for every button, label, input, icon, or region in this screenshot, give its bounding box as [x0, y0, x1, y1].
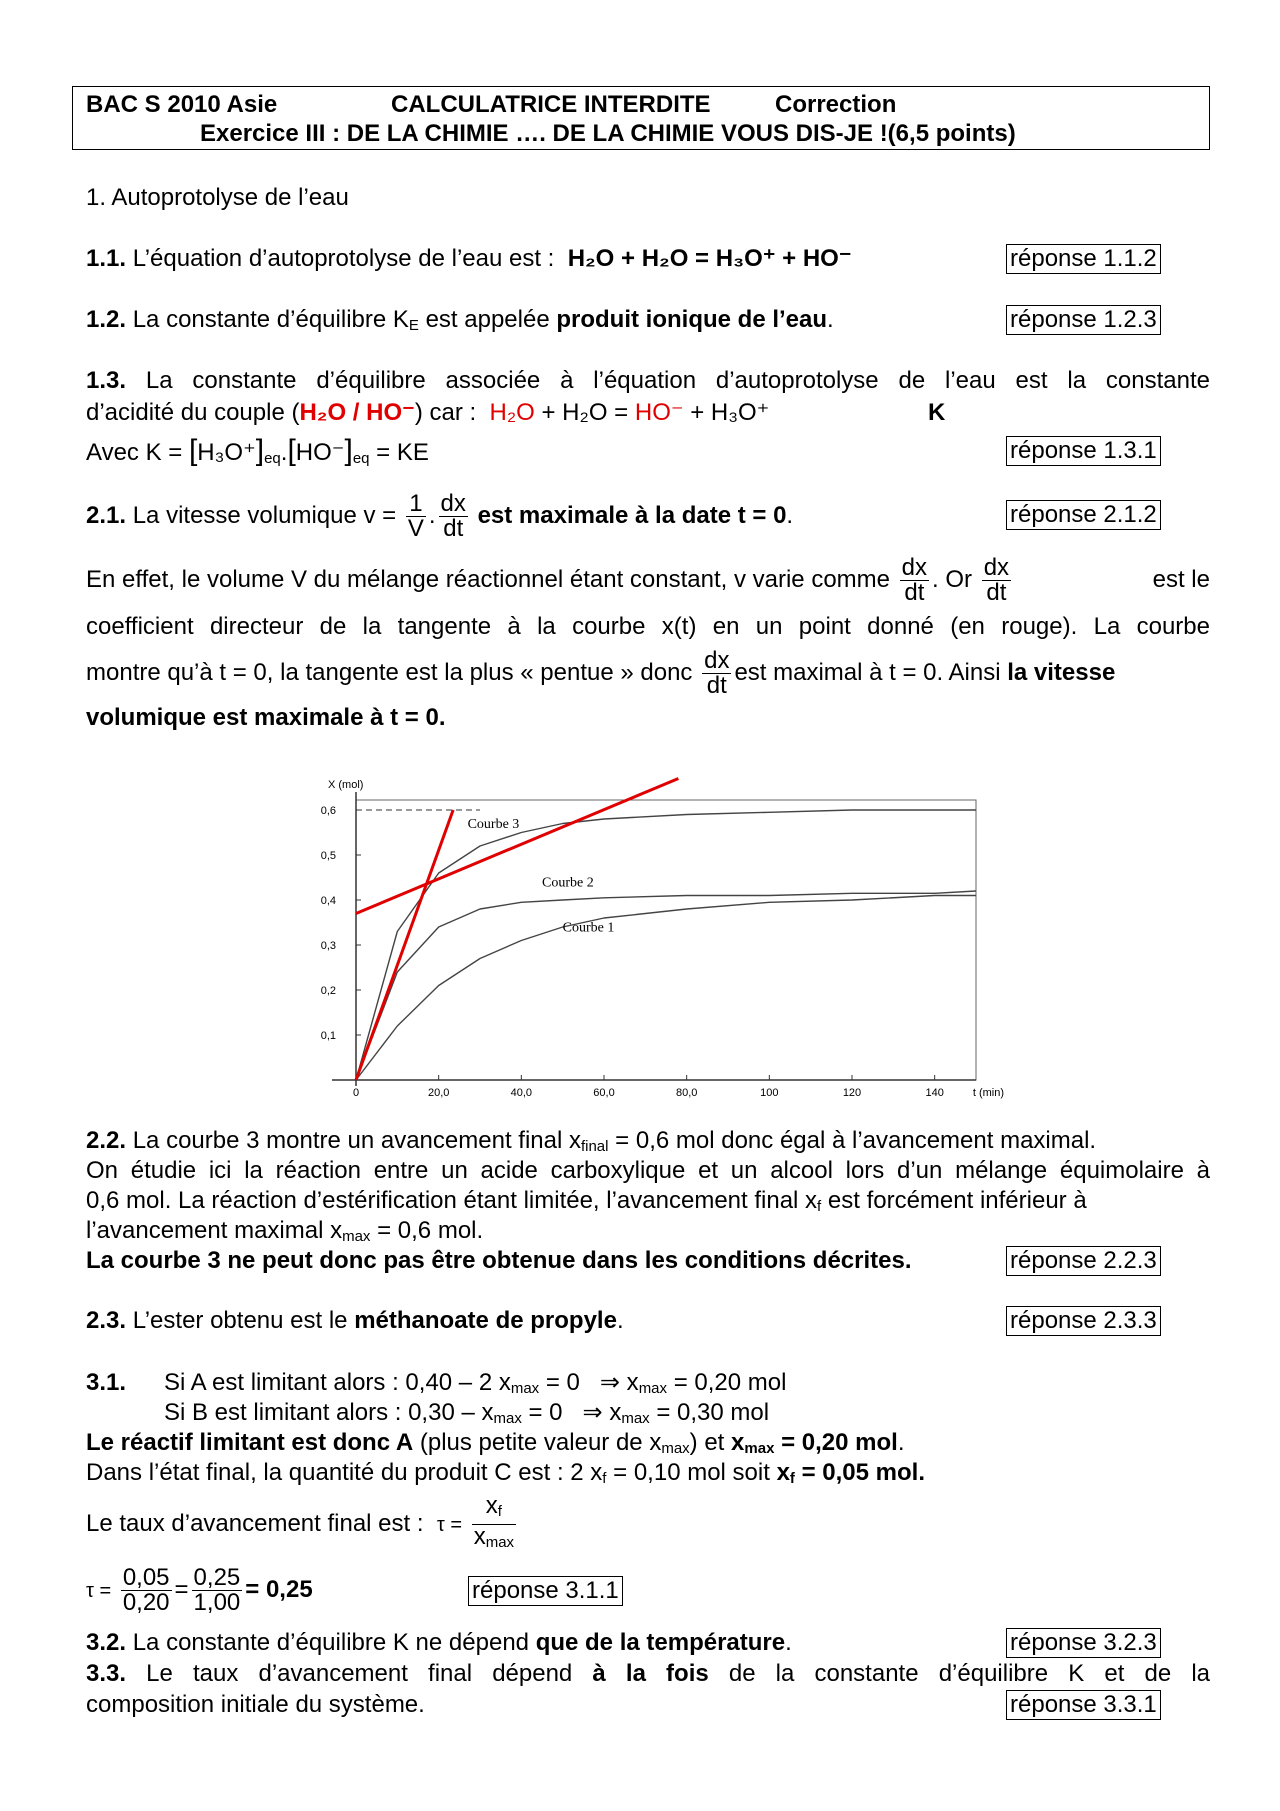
y-tick-label: 0,6: [320, 805, 336, 817]
q31-line5: Le taux d’avancement final est : τ = $\frac{x_f}{x_{max}}$: [86, 1492, 515, 1552]
y-tick-label: 0,3: [320, 940, 336, 952]
q32-answer-box: réponse 3.2.3: [1006, 1628, 1161, 1658]
q13-line1: 1.3. La constante d’équilibre associée à l’équation d’autoprotolyse de l’eau est la constante: [86, 367, 1210, 394]
q33-answer-box: réponse 3.3.1: [1006, 1690, 1161, 1720]
q23-line: 2.3. L’ester obtenu est le méthanoate de propyle.: [86, 1307, 624, 1334]
x-tick-label: 120: [842, 1087, 862, 1099]
q13-line2: d’acidité du couple (H₂O / HO⁻) car : H₂O + H₂O = HO⁻ + H₃O⁺ K: [86, 399, 946, 426]
tangent-curve-3: [356, 779, 678, 914]
q31-line3: Le réactif limitant est donc A (plus petite valeur de $x_{max}$) et $x_{max} = 0,20$ mol.: [86, 1429, 905, 1457]
q31-answer-box: réponse 3.1.1: [468, 1576, 623, 1606]
x-tick-label: 140: [925, 1087, 944, 1099]
q22-line4: l’avancement maximal $x_{max} = 0,6$ mol.: [86, 1217, 484, 1245]
y-tick-label: 0,1: [320, 1030, 336, 1042]
q21-line: 2.1. La vitesse volumique v = $\frac{1}{V}$ . $\frac{dx}{dt}$ est maximale à la date t = 0.: [86, 490, 794, 543]
q21-para-3: montre qu’à t = 0, la tangente est la plus « pentue » donc $\frac{dx}{dt}$ est maximal à t = 0. Ainsi la vitesse: [86, 647, 1116, 700]
y-axis-label: X (mol): [328, 779, 364, 791]
plot-frame: [356, 800, 976, 1080]
q31-line4: Dans l’état final, la quantité du produit C est : 2 $x_f = 0,10$ mol soit $x_f = 0,05$ mol.: [86, 1459, 925, 1487]
q12-answer-box: réponse 1.2.3: [1006, 305, 1161, 335]
curve-label-2: Courbe 2: [542, 875, 594, 891]
q13-line3: Avec $K = [H_3O^+]_{eq}.[HO^-]_{eq}$ = KE: [86, 434, 429, 467]
header-exercise: Exercice III : DE LA CHIMIE …. DE LA CHIMIE VOUS DIS-JE !(6,5 points): [200, 120, 1016, 147]
q22-conclusion: La courbe 3 ne peut donc pas être obtenue dans les conditions décrites.: [86, 1247, 912, 1274]
q21-para-2: coefficient directeur de la tangente à la courbe x(t) en un point donné (en rouge). La courbe: [86, 613, 1210, 640]
curve-label-1: Courbe 1: [562, 920, 615, 936]
q31-calc: τ = $\frac{0,05}{0,20}$ = $\frac{0,25}{1,00}$ = 0,25: [86, 1564, 313, 1617]
x-tick-label: 80,0: [675, 1087, 698, 1099]
x-axis-label: t (min): [972, 1087, 1004, 1099]
q21-para-1: En effet, le volume V du mélange réactionnel étant constant, v varie comme $\frac{dx}{dt}$ . Or $\frac{dx}{dt}$ est le: [86, 554, 1210, 607]
curve-label-3: Courbe 3: [467, 817, 520, 832]
avancement-chart: [300, 740, 1010, 1100]
q23-answer-box: réponse 2.3.3: [1006, 1306, 1161, 1336]
section-1-title: 1. Autoprotolyse de l’eau: [86, 184, 349, 211]
q21-answer-box: réponse 2.1.2: [1006, 500, 1161, 530]
q22-answer-box: réponse 2.2.3: [1006, 1246, 1161, 1276]
tangent-origin: [356, 810, 453, 1080]
q32-line: 3.2. La constante d’équilibre K ne dépend que de la température.: [86, 1629, 792, 1656]
q12-line: 1.2. La constante d’équilibre $K_E$ est appelée produit ionique de l’eau.: [86, 306, 834, 334]
q11-line: 1.1. L’équation d’autoprotolyse de l’eau est : H₂O + H₂O = H₃O⁺ + HO⁻: [86, 245, 852, 272]
y-tick-label: 0,5: [320, 850, 336, 862]
y-tick-label: 0,2: [320, 985, 336, 997]
x-tick-label: 40,0: [510, 1087, 533, 1099]
q33-line1: 3.3. Le taux d’avancement final dépend à la fois de la constante d’équilibre K et de la: [86, 1660, 1211, 1687]
x-tick-label: 0: [352, 1087, 360, 1099]
q31-line1: 3.1. Si A est limitant alors : 0,40 – 2 $x_{max} = 0$ ⇒ $x_{max} = 0,20$ mol: [86, 1369, 787, 1397]
header-correction: Correction: [775, 91, 897, 118]
curve-2: [356, 891, 976, 1080]
q22-line1: 2.2. La courbe 3 montre un avancement final $x_{final} = 0,6$ mol donc égal à l’avancement maximal.: [86, 1127, 1097, 1155]
x-tick-label: 60,0: [593, 1087, 615, 1099]
header-calc: CALCULATRICE INTERDITE: [391, 91, 711, 118]
curve-3: [356, 810, 976, 1080]
q13-answer-box: réponse 1.3.1: [1006, 436, 1161, 466]
x-tick-label: 100: [760, 1087, 779, 1099]
q22-line2: On étudie ici la réaction entre un acide carboxylique et un alcool lors d’un mélange équimolaire à: [86, 1157, 1210, 1184]
q33-line2: composition initiale du système.: [86, 1691, 425, 1718]
q21-para-4: volumique est maximale à t = 0.: [86, 704, 446, 731]
q22-line3: 0,6 mol. La réaction d’estérification étant limitée, l’avancement final $x_f$ est forcément inférieur à: [86, 1187, 1087, 1215]
y-tick-label: 0,4: [320, 895, 336, 907]
q11-answer-box: réponse 1.1.2: [1006, 244, 1161, 274]
header-bac: BAC S 2010 Asie: [86, 91, 278, 118]
header-box: [72, 86, 1210, 150]
x-tick-label: 20,0: [427, 1087, 450, 1099]
